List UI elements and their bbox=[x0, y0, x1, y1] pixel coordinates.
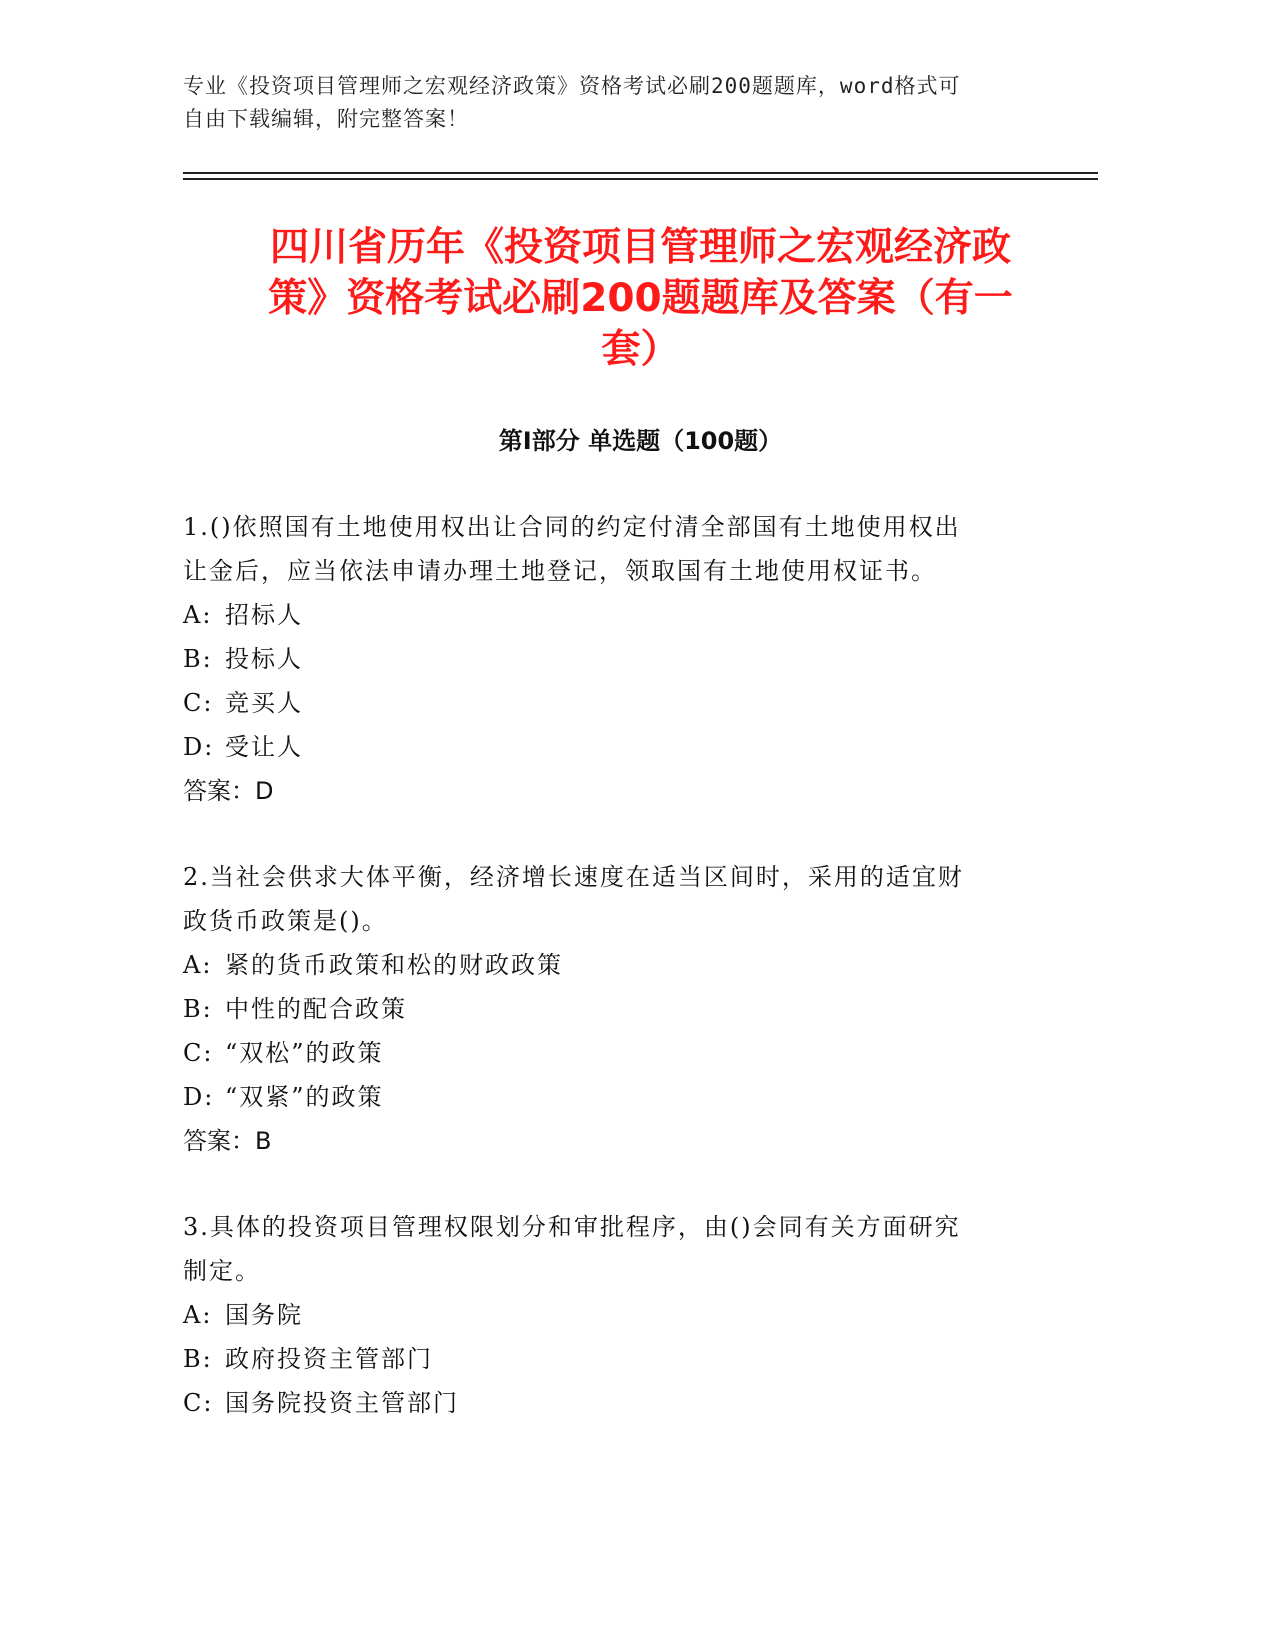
question-3 bbox=[183, 1205, 1023, 1425]
option-key: A: bbox=[183, 601, 213, 629]
question-2 bbox=[183, 855, 1023, 1163]
option-text: 受让人 bbox=[225, 733, 303, 761]
option-key: A: bbox=[183, 1301, 213, 1329]
option-a bbox=[183, 593, 1023, 637]
header-divider-top bbox=[183, 172, 1098, 174]
option-d bbox=[183, 725, 1023, 769]
option-b bbox=[183, 987, 1023, 1031]
option-text: 国务院投资主管部门 bbox=[225, 1389, 459, 1417]
question-stem bbox=[183, 505, 1023, 593]
option-text: 政府投资主管部门 bbox=[225, 1345, 433, 1373]
title-line-2: 策》资格考试必刷200题题库及答案（有一 bbox=[268, 276, 1013, 321]
document-intro bbox=[183, 70, 1043, 136]
stem-line-2: 让金后，应当依法申请办理土地登记，领取国有土地使用权证书。 bbox=[183, 557, 937, 585]
header-divider-bottom bbox=[183, 178, 1098, 180]
intro-line-2: 自由下载编辑，附完整答案！ bbox=[183, 107, 469, 131]
option-text: “双紧”的政策 bbox=[225, 1083, 384, 1111]
option-b bbox=[183, 637, 1023, 681]
option-key: A: bbox=[183, 951, 213, 979]
option-c bbox=[183, 1381, 1023, 1425]
stem-line-1: 2.当社会供求大体平衡，经济增长速度在适当区间时，采用的适宜财 bbox=[183, 863, 964, 891]
answer-line: 答案：D bbox=[183, 777, 274, 805]
option-text: 国务院 bbox=[225, 1301, 303, 1329]
document-title bbox=[183, 222, 1098, 375]
option-key: B: bbox=[183, 995, 213, 1023]
question-stem bbox=[183, 855, 1023, 943]
option-a bbox=[183, 943, 1023, 987]
option-a bbox=[183, 1293, 1023, 1337]
option-text: “双松”的政策 bbox=[225, 1039, 384, 1067]
option-key: B: bbox=[183, 1345, 213, 1373]
option-text: 招标人 bbox=[225, 601, 303, 629]
option-key: C: bbox=[183, 689, 214, 717]
stem-line-1: 1.()依照国有土地使用权出让合同的约定付清全部国有土地使用权出 bbox=[183, 513, 961, 541]
option-key: C: bbox=[183, 1389, 214, 1417]
option-d bbox=[183, 1075, 1023, 1119]
option-text: 竞买人 bbox=[225, 689, 303, 717]
answer-line: 答案：B bbox=[183, 1127, 272, 1155]
stem-line-2: 制定。 bbox=[183, 1257, 261, 1285]
option-b bbox=[183, 1337, 1023, 1381]
stem-line-1: 3.具体的投资项目管理权限划分和审批程序，由()会同有关方面研究 bbox=[183, 1213, 961, 1241]
question-list bbox=[183, 505, 1023, 1467]
option-key: B: bbox=[183, 645, 213, 673]
option-c bbox=[183, 681, 1023, 725]
option-text: 中性的配合政策 bbox=[225, 995, 407, 1023]
option-key: D: bbox=[183, 1083, 215, 1111]
option-text: 投标人 bbox=[225, 645, 303, 673]
question-stem bbox=[183, 1205, 1023, 1293]
option-key: D: bbox=[183, 733, 215, 761]
section-heading: 第Ⅰ部分 单选题（100题） bbox=[498, 427, 783, 455]
option-c bbox=[183, 1031, 1023, 1075]
title-line-1: 四川省历年《投资项目管理师之宏观经济政 bbox=[269, 225, 1011, 270]
intro-line-1: 专业《投资项目管理师之宏观经济政策》资格考试必刷200题题库，word格式可 bbox=[183, 74, 961, 98]
option-key: C: bbox=[183, 1039, 214, 1067]
option-text: 紧的货币政策和松的财政政策 bbox=[225, 951, 563, 979]
title-line-3: 套） bbox=[601, 327, 680, 372]
question-1 bbox=[183, 505, 1023, 813]
stem-line-2: 政货币政策是()。 bbox=[183, 907, 388, 935]
